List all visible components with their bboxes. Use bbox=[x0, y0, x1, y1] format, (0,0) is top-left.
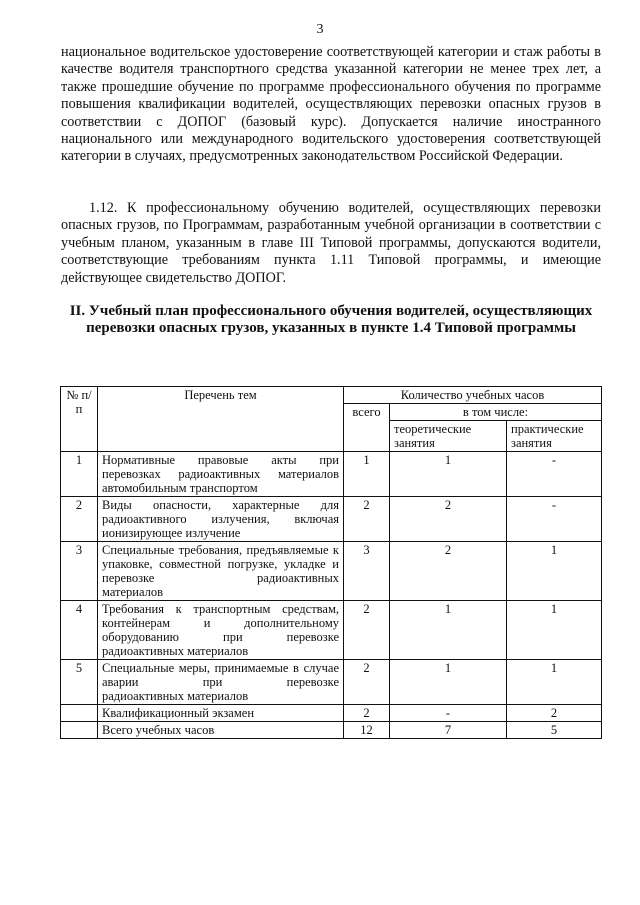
row-theory: 1 bbox=[390, 660, 507, 705]
row-topic: Виды опасности, характерные для радиоактивного излучения, включая ионизирующее излучение bbox=[98, 497, 344, 542]
row-practice: 1 bbox=[507, 601, 602, 660]
paragraph-1: национальное водительское удостоверение соответствующей категории и стаж работы в качестве водителя транспортного средства указанной категории не менее трех лет, а также прошедшие обучение по программе профессионального обучения по программе повышения квалификации водителей, осуществляющих перевозки опасных грузов в соответствии с ДОПОГ (базовый курс). Допускается наличие иностранного национального или международного водительского удостоверения соответствующей категории в случаях, предусмотренных законодательством Российской Федерации. bbox=[61, 44, 601, 165]
row-practice: 1 bbox=[507, 660, 602, 705]
table-row bbox=[61, 542, 602, 601]
header-including: в том числе: bbox=[390, 404, 602, 421]
row-topic: Нормативные правовые акты при перевозках радиоактивных материалов автомобильным транспортом bbox=[98, 452, 344, 497]
row-topic: Специальные меры, принимаемые в случае аварии при перевозке радиоактивных материалов bbox=[98, 660, 344, 705]
row-total: 1 bbox=[344, 452, 390, 497]
header-topics: Перечень тем bbox=[98, 387, 344, 452]
row-total: 2 bbox=[344, 497, 390, 542]
header-hours: Количество учебных часов bbox=[344, 387, 602, 404]
row-total: 3 bbox=[344, 542, 390, 601]
header-practice: практические занятия bbox=[507, 421, 602, 452]
row-practice: - bbox=[507, 497, 602, 542]
row-theory: 1 bbox=[390, 452, 507, 497]
row-theory: 2 bbox=[390, 542, 507, 601]
row-practice: - bbox=[507, 452, 602, 497]
row-num: 3 bbox=[61, 542, 98, 601]
row-theory: 1 bbox=[390, 601, 507, 660]
exam-theory: - bbox=[390, 705, 507, 722]
summary-label: Всего учебных часов bbox=[98, 722, 344, 739]
row-topic: Специальные требования, предъявляемые к упаковке, совместной погрузке, укладке и перевозке радиоактивных материалов bbox=[98, 542, 344, 601]
row-total: 2 bbox=[344, 601, 390, 660]
table-row bbox=[61, 660, 602, 705]
table-row bbox=[61, 601, 602, 660]
row-num: 2 bbox=[61, 497, 98, 542]
row-topic: Требования к транспортным средствам, контейнерам и дополнительному оборудованию при перевозке радиоактивных материалов bbox=[98, 601, 344, 660]
page-number: 3 bbox=[316, 22, 324, 37]
paragraph-2: 1.12. К профессиональному обучению водителей, осуществляющих перевозки опасных грузов, по Программам, разработанным учебной организации в соответствии с учебным планом, указанным в главе III Типовой программы, допускаются водители, соответствующие требованиям пункта 1.11 Типовой программы, и имеющие действующее свидетельство ДОПОГ. bbox=[61, 200, 601, 286]
table-row bbox=[61, 452, 602, 497]
summary-row bbox=[61, 722, 602, 739]
exam-total: 2 bbox=[344, 705, 390, 722]
row-practice: 1 bbox=[507, 542, 602, 601]
summary-theory: 7 bbox=[390, 722, 507, 739]
curriculum-table bbox=[60, 386, 602, 739]
exam-row bbox=[61, 705, 602, 722]
row-total: 2 bbox=[344, 660, 390, 705]
table-row bbox=[61, 497, 602, 542]
row-theory: 2 bbox=[390, 497, 507, 542]
header-theory: теоретические занятия bbox=[390, 421, 507, 452]
exam-practice: 2 bbox=[507, 705, 602, 722]
row-num: 4 bbox=[61, 601, 98, 660]
exam-label: Квалификационный экзамен bbox=[98, 705, 344, 722]
row-num: 1 bbox=[61, 452, 98, 497]
row-num: 5 bbox=[61, 660, 98, 705]
header-num: № п/п bbox=[61, 387, 98, 452]
section-heading: II. Учебный план профессионального обучения водителей, осуществляющих перевозки опасных грузов, указанных в пункте 1.4 Типовой программы bbox=[69, 303, 593, 337]
header-total: всего bbox=[344, 404, 390, 452]
summary-total: 12 bbox=[344, 722, 390, 739]
summary-practice: 5 bbox=[507, 722, 602, 739]
